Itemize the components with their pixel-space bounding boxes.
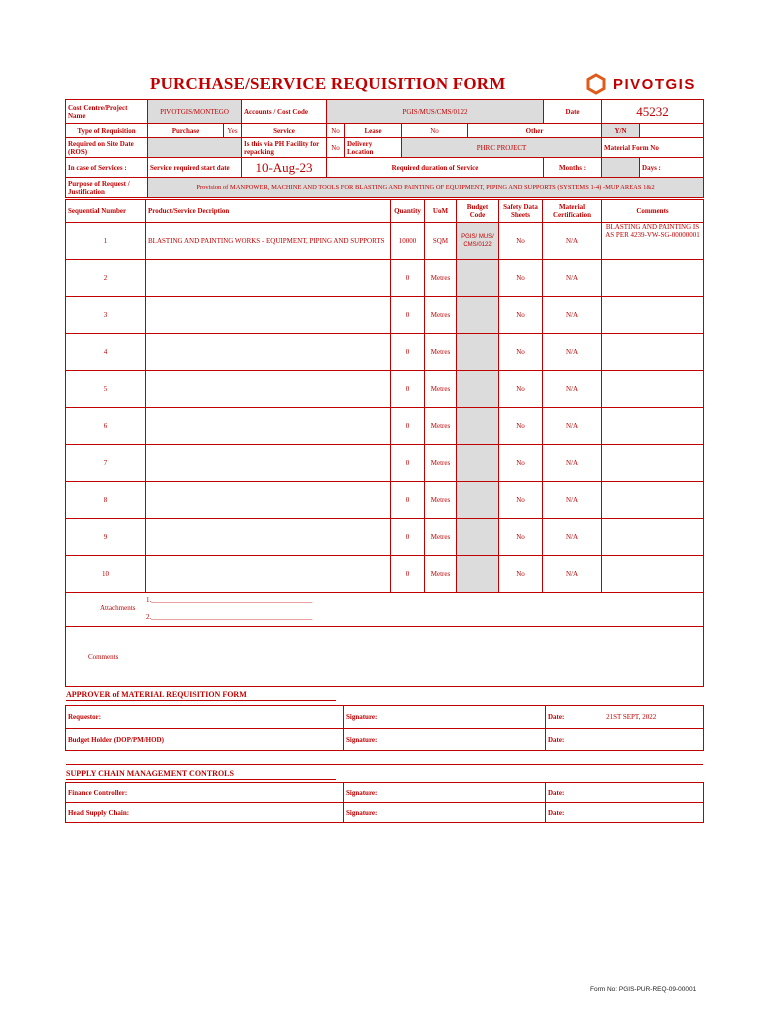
row-comment[interactable] xyxy=(602,519,704,556)
row-cert[interactable]: N/A xyxy=(543,445,602,482)
yn-label: Y/N xyxy=(602,124,640,138)
table-row xyxy=(66,556,704,593)
services-label: In case of Services : xyxy=(66,158,148,178)
row-qty[interactable]: 0 xyxy=(391,556,425,593)
date-value[interactable]: 45232 xyxy=(602,100,704,124)
row-sds[interactable]: No xyxy=(499,297,543,334)
row-comment[interactable] xyxy=(602,334,704,371)
requestor-label[interactable]: Requestor: xyxy=(66,706,344,729)
row-cert[interactable]: N/A xyxy=(543,482,602,519)
row-cert[interactable]: N/A xyxy=(543,519,602,556)
row-budget[interactable] xyxy=(457,371,499,408)
row-uom[interactable]: Metres xyxy=(425,408,457,445)
row-seq: 10 xyxy=(66,556,146,593)
row-cert[interactable]: N/A xyxy=(543,297,602,334)
budget-holder-label[interactable]: Budget Holder (DOP/PM/HOD) xyxy=(66,729,344,751)
row-comment[interactable] xyxy=(602,260,704,297)
table-row xyxy=(66,371,704,408)
row-desc[interactable] xyxy=(146,297,391,334)
row-qty[interactable]: 0 xyxy=(391,482,425,519)
row-comment[interactable] xyxy=(602,297,704,334)
row-cert[interactable]: N/A xyxy=(543,223,602,260)
row-comment[interactable]: BLASTING AND PAINTING IS AS PER 4239-VW-SG-00000001 xyxy=(602,223,704,260)
delivery-value[interactable]: PHRC PROJECT xyxy=(402,138,602,158)
material-form-label: Material Form No xyxy=(602,138,704,158)
finance-signature-label[interactable]: Signature: xyxy=(344,783,546,803)
row-sds[interactable]: No xyxy=(499,260,543,297)
row-sds[interactable]: No xyxy=(499,223,543,260)
row-desc[interactable] xyxy=(146,408,391,445)
table-row xyxy=(66,519,704,556)
col-header-cert: Material Certification xyxy=(543,200,602,223)
service-value[interactable]: No xyxy=(327,124,345,138)
row-cert[interactable]: N/A xyxy=(543,408,602,445)
ros-value[interactable] xyxy=(148,138,242,158)
row-comment[interactable] xyxy=(602,371,704,408)
row-seq: 1 xyxy=(66,223,146,260)
requestor-date-value: 21ST SEPT, 2022 xyxy=(606,713,657,721)
lease-value[interactable]: No xyxy=(402,124,468,138)
col-header-seq: Sequential Number xyxy=(66,200,146,223)
requestor-signature-label[interactable]: Signature: xyxy=(344,706,546,729)
comments-label: Comments xyxy=(88,653,119,661)
logo-text: PIVOTGIS xyxy=(613,75,696,93)
ph-label: Is this via PH Facility for repacking xyxy=(242,138,327,158)
row-uom[interactable]: Metres xyxy=(425,334,457,371)
scm-table xyxy=(65,782,704,823)
row-seq: 6 xyxy=(66,408,146,445)
col-header-desc: Product/Service Decription xyxy=(146,200,391,223)
accounts-label: Accounts / Cost Code xyxy=(242,100,327,124)
row-budget[interactable] xyxy=(457,334,499,371)
row-uom[interactable]: Metres xyxy=(425,371,457,408)
row-budget[interactable] xyxy=(457,260,499,297)
ros-label: Required on Site Date (ROS) xyxy=(66,138,148,158)
row-sds[interactable]: No xyxy=(499,519,543,556)
table-row xyxy=(66,408,704,445)
form-title: PURCHASE/SERVICE REQUISITION FORM xyxy=(150,74,506,93)
months-label: Months : xyxy=(544,158,602,178)
row-desc[interactable] xyxy=(146,482,391,519)
attachments-label: Attachments xyxy=(100,604,136,612)
row-budget[interactable] xyxy=(457,556,499,593)
row-seq: 2 xyxy=(66,260,146,297)
row-uom[interactable]: Metres xyxy=(425,519,457,556)
table-row xyxy=(66,482,704,519)
comments-area[interactable] xyxy=(66,627,704,687)
row-sds[interactable]: No xyxy=(499,482,543,519)
row-seq: 7 xyxy=(66,445,146,482)
row-seq: 5 xyxy=(66,371,146,408)
head-date-label[interactable]: Date: xyxy=(546,803,704,823)
table-row xyxy=(66,445,704,482)
section-divider xyxy=(66,700,336,701)
col-header-uom: UoM xyxy=(425,200,457,223)
row-uom[interactable]: SQM xyxy=(425,223,457,260)
row-cert[interactable]: N/A xyxy=(543,334,602,371)
budget-holder-signature-label[interactable]: Signature: xyxy=(344,729,546,751)
finance-controller-label[interactable]: Finance Controller: xyxy=(66,783,344,803)
lease-label: Lease xyxy=(345,124,402,138)
other-value[interactable] xyxy=(640,124,704,138)
row-cert[interactable]: N/A xyxy=(543,371,602,408)
row-budget[interactable] xyxy=(457,519,499,556)
row-seq: 8 xyxy=(66,482,146,519)
hexagon-logo-icon xyxy=(585,73,607,95)
row-sds[interactable]: No xyxy=(499,371,543,408)
service-label: Service xyxy=(242,124,327,138)
months-value[interactable] xyxy=(602,158,640,178)
section-divider xyxy=(66,779,336,780)
row-desc[interactable] xyxy=(146,371,391,408)
row-sds[interactable]: No xyxy=(499,445,543,482)
row-qty[interactable]: 0 xyxy=(391,445,425,482)
row-qty[interactable]: 0 xyxy=(391,371,425,408)
row-comment[interactable] xyxy=(602,556,704,593)
table-row xyxy=(66,223,704,260)
requisition-info-table xyxy=(65,99,704,198)
table-row xyxy=(66,297,704,334)
row-sds[interactable]: No xyxy=(499,408,543,445)
other-label: Other xyxy=(468,124,602,138)
attachment-2[interactable]: 2.______________________________________________ xyxy=(146,613,313,621)
row-uom[interactable]: Metres xyxy=(425,260,457,297)
date-label: Date xyxy=(544,100,602,124)
row-qty[interactable]: 0 xyxy=(391,334,425,371)
accounts-value[interactable]: PGIS/MUS/CMS/0122 xyxy=(327,100,544,124)
requestor-date[interactable] xyxy=(546,706,704,729)
budget-holder-date-label[interactable]: Date: xyxy=(546,729,704,751)
col-header-comments: Comments xyxy=(602,200,704,223)
days-label: Days : xyxy=(640,158,704,178)
delivery-label: Delivery Location xyxy=(345,138,402,158)
row-comment[interactable] xyxy=(602,408,704,445)
row-uom[interactable]: Metres xyxy=(425,556,457,593)
row-budget[interactable]: PGIS/ MUS/ CMS/0122 xyxy=(457,223,499,260)
start-date-label: Service required start date xyxy=(148,158,242,178)
purchase-value[interactable]: Yes xyxy=(224,124,242,138)
row-comment[interactable] xyxy=(602,482,704,519)
row-desc[interactable] xyxy=(146,556,391,593)
table-row xyxy=(66,334,704,371)
row-seq: 3 xyxy=(66,297,146,334)
row-seq: 4 xyxy=(66,334,146,371)
row-sds[interactable]: No xyxy=(499,556,543,593)
finance-date-label[interactable]: Date: xyxy=(546,783,704,803)
row-budget[interactable] xyxy=(457,445,499,482)
row-comment[interactable] xyxy=(602,445,704,482)
duration-label: Required duration of Service xyxy=(327,158,544,178)
row-uom[interactable]: Metres xyxy=(425,482,457,519)
row-qty[interactable]: 0 xyxy=(391,519,425,556)
row-budget[interactable] xyxy=(457,297,499,334)
row-qty[interactable]: 0 xyxy=(391,408,425,445)
row-qty[interactable]: 0 xyxy=(391,260,425,297)
type-label: Type of Requisition xyxy=(66,124,148,138)
col-header-budget: Budget Code xyxy=(457,200,499,223)
attachment-1[interactable]: 1.______________________________________________ xyxy=(146,596,313,604)
row-desc[interactable] xyxy=(146,519,391,556)
col-header-qty: Quantity xyxy=(391,200,425,223)
row-sds[interactable]: No xyxy=(499,334,543,371)
row-desc[interactable] xyxy=(146,334,391,371)
form-number: Form No: PGIS-PUR-REQ-09-00001 xyxy=(590,986,697,993)
ph-value[interactable]: No xyxy=(327,138,345,158)
row-uom[interactable]: Metres xyxy=(425,297,457,334)
row-cert[interactable]: N/A xyxy=(543,260,602,297)
row-qty[interactable]: 10000 xyxy=(391,223,425,260)
head-signature-label[interactable]: Signature: xyxy=(344,803,546,823)
approver-section-title: APPROVER of MATERIAL REQUISITION FORM xyxy=(66,690,247,699)
scm-section-title: SUPPLY CHAIN MANAGEMENT CONTROLS xyxy=(66,769,234,778)
row-budget[interactable] xyxy=(457,408,499,445)
row-seq: 9 xyxy=(66,519,146,556)
purchase-label: Purchase xyxy=(148,124,224,138)
row-cert[interactable]: N/A xyxy=(543,556,602,593)
requestor-date-label: Date: xyxy=(548,713,565,721)
start-date-value[interactable]: 10-Aug-23 xyxy=(242,158,327,178)
row-qty[interactable]: 0 xyxy=(391,297,425,334)
company-logo xyxy=(585,72,696,96)
purpose-value[interactable]: Provision of MANPOWER, MACHINE AND TOOLS FOR BLASTING AND PAINTING OF EQUIPMENT, PIPING AND SUPPORTS (SYSTEMS 1-4) -MUP AREAS 1&2 xyxy=(148,178,704,198)
row-budget[interactable] xyxy=(457,482,499,519)
approver-table xyxy=(65,705,704,751)
row-desc[interactable]: BLASTING AND PAINTING WORKS - EQUIPMENT, PIPING AND SUPPORTS xyxy=(146,223,391,260)
row-uom[interactable]: Metres xyxy=(425,445,457,482)
cost-centre-label: Cost Centre/Project Name xyxy=(66,100,148,124)
head-supply-chain-label[interactable]: Head Supply Chain: xyxy=(66,803,344,823)
col-header-sds: Safety Data Sheets xyxy=(499,200,543,223)
section-divider xyxy=(66,764,703,765)
purpose-label: Purpose of Request / Justification xyxy=(66,178,148,198)
cost-centre-value[interactable]: PIVOTGIS/MONTEGO xyxy=(148,100,242,124)
row-desc[interactable] xyxy=(146,445,391,482)
row-desc[interactable] xyxy=(146,260,391,297)
table-row xyxy=(66,260,704,297)
